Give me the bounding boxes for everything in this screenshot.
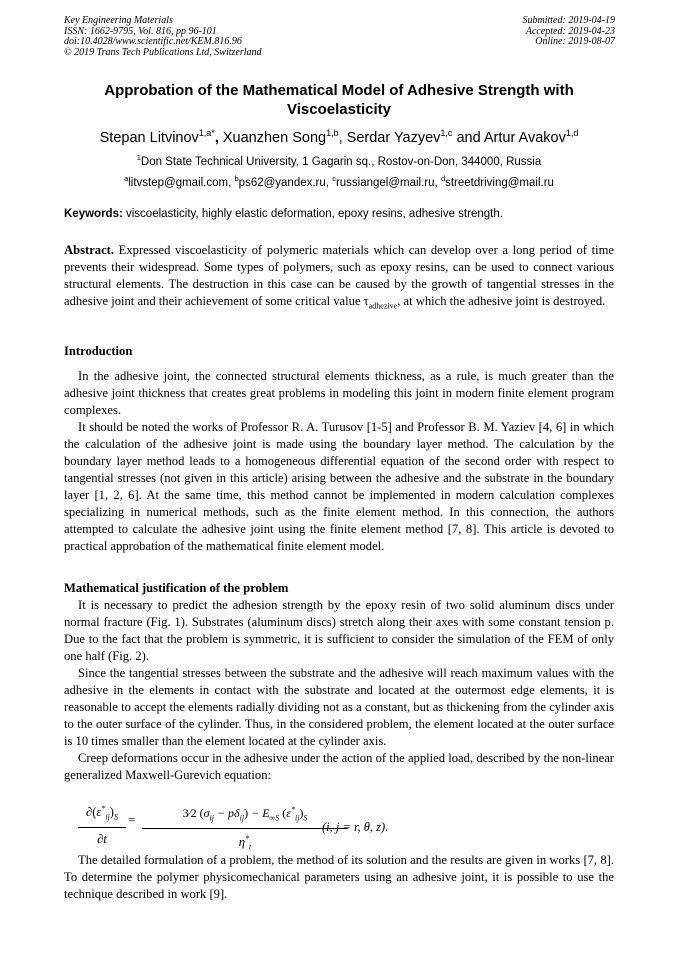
author-affiliation-marker: 1,a* xyxy=(198,128,215,138)
online-date: Online: 2019-08-07 xyxy=(535,36,615,48)
paragraph: It is necessary to predict the adhesion strength by the epoxy resin of two solid aluminum discs under normal fracture (Fig. 1). Substrates (aluminum discs) stretch along their axes with some constant tension p. Due to the fact that the problem is symmetric, it is sufficient to consider the simulation of the FEM of only one half (Fig. 2). xyxy=(64,598,614,663)
author-separator: , xyxy=(214,130,223,146)
mathematical-justification-section xyxy=(64,597,614,784)
affiliation-marker: 1 xyxy=(136,153,141,162)
journal-header-left xyxy=(64,16,262,58)
submitted-date: Submitted: 2019-04-19 xyxy=(522,15,615,26)
author-name: Stepan Litvinov xyxy=(99,130,199,146)
journal-header-right xyxy=(523,16,616,48)
paragraph: Creep deformations occur in the adhesive under the action of the applied load, described by the non-linear generalized Maxwell-Gurevich equation: xyxy=(64,751,614,782)
post-equation-text xyxy=(64,852,614,903)
author-and: and xyxy=(452,130,484,146)
issn-line: ISSN: 1662-9795, Vol. 816, pp 96-101 xyxy=(64,25,217,37)
email-marker: a xyxy=(124,174,129,183)
keywords xyxy=(64,206,614,222)
abstract-subscript: adhezive xyxy=(368,301,398,311)
section-heading-introduction: Introduction xyxy=(64,344,133,358)
copyright-line: © 2019 Trans Tech Publications Ltd, Switzerland xyxy=(64,46,262,58)
author-name: Xuanzhen Song xyxy=(222,130,327,146)
equation-rhs-fraction xyxy=(142,800,348,858)
email-marker: d xyxy=(440,174,446,183)
equation-equals: = xyxy=(128,812,136,827)
equation-lhs-denominator: ∂t xyxy=(78,827,126,850)
equation-rhs-denominator: $\eta^*_t$ xyxy=(142,828,348,858)
equation-rhs-numerator: 3⁄2 $(\sigma_{ij} - p\delta_{ij}) - E_{\infty S}$ $(\varepsilon^*_{ij})_S$ xyxy=(182,805,308,823)
paragraph: The detailed formulation of a problem, the method of its solution and the results are given in works [7, 8]. To determine the polymer physicomechanical parameters using an adhesive joint, it is possible to use the technique described in work [9]. xyxy=(64,853,614,901)
author-list xyxy=(40,124,638,147)
maxwell-gurevich-equation xyxy=(78,800,618,852)
author-affiliation-marker: 1,d xyxy=(565,128,579,138)
accepted-date: Accepted: 2019-04-23 xyxy=(525,25,615,37)
author-affiliation-marker: 1,c xyxy=(440,128,453,138)
affiliation xyxy=(64,150,614,170)
paragraph: It should be noted the works of Professor R. A. Turusov [1-5] and Professor B. M. Yaziev [4, 6] in which the calculation of the adhesive joint is made using the boundary layer method. The calculation by the boundary layer method leads to a homogeneous differential equation of the second order with respect to tangential stresses (not given in this article) arising between the adhesive and the substrate in the boundary layer [1, 2, 6]. At the same time, this method cannot be implemented in modern calculation complexes specializing in numerical methods, such as the finite element method. In this connection, the authors attempted to calculate the adhesive joint using the finite element method [7, 8]. This article is devoted to practical approbation of the mathematical finite element model. xyxy=(64,420,614,553)
author-affiliation-marker: 1,b xyxy=(326,128,339,138)
abstract-text: Expressed viscoelasticity of polymeric materials which can develop over a long period of time prevents their widespread. Some types of polymers, such as epoxy resins, can be used to connect various structural elements. The destruction in this case can be caused by the growth of tangential stresses in the adhesive joint and their achievement of some critical value τ xyxy=(64,243,614,308)
abstract-label: Abstract. xyxy=(64,243,115,257)
equation-condition: (i, j = r, θ, z). xyxy=(322,820,389,834)
journal-name: Key Engineering Materials xyxy=(64,15,173,26)
email-link[interactable]: ps62@yandex.ru xyxy=(238,177,326,189)
email-link[interactable]: litvstep@gmail.com xyxy=(128,177,229,189)
equation-lhs-fraction xyxy=(78,800,126,850)
keywords-text: viscoelasticity, highly elastic deformation, epoxy resins, adhesive strength. xyxy=(126,208,503,220)
author-name: Serdar Yazyev xyxy=(346,130,441,146)
affiliation-text: Don State Technical University, 1 Gagarin sq., Rostov-on-Don, 344000, Russia xyxy=(140,156,542,168)
section-heading-mathematical-justification: Mathematical justification of the problem xyxy=(64,581,289,595)
abstract-tail: , at which the adhesive joint is destroyed. xyxy=(397,294,606,308)
introduction-section xyxy=(64,368,614,555)
equation-lhs-numerator: $\partial(\varepsilon^*_{ij})_S$ xyxy=(86,804,118,822)
author-separator: , xyxy=(338,130,347,146)
abstract xyxy=(64,242,614,315)
email-marker: b xyxy=(234,174,239,183)
paper-title: Approbation of the Mathematical Model of Adhesive Strength with Viscoelasticity xyxy=(104,82,574,118)
author-name: Artur Avakov xyxy=(483,130,566,146)
paragraph: In the adhesive joint, the connected structural elements thickness, as a rule, is much greater than the adhesive joint thickness that creates great problems in modeling this joint in modern finite element program complexes. xyxy=(64,369,614,417)
author-emails: $^a$litvstep@gmail.com, $^b$ps62@yandex.ru, $^c$russiangel@mail.ru, $^d$streetdriving@mail.ru xyxy=(124,174,554,189)
email-link[interactable]: russiangel@mail.ru xyxy=(335,177,435,189)
keywords-label: Keywords: xyxy=(64,208,123,220)
paragraph: Since the tangential stresses between the substrate and the adhesive will reach maximum values with the adhesive in the elements in contact with the substrate and located at the outermost edge elements, it is reasonable to accept the elements radially dividing not as a constant, but as thickening from the cylinder axis to the outer surface of the cylinder. Thus, in the considered problem, the element located at the outer surface is 10 times smaller than the element located at the cylinder axis. xyxy=(64,666,614,748)
email-link[interactable]: streetdriving@mail.ru xyxy=(445,177,554,189)
doi-line: doi:10.4028/www.scientific.net/KEM.816.96 xyxy=(64,36,242,48)
email-marker: c xyxy=(332,174,336,183)
